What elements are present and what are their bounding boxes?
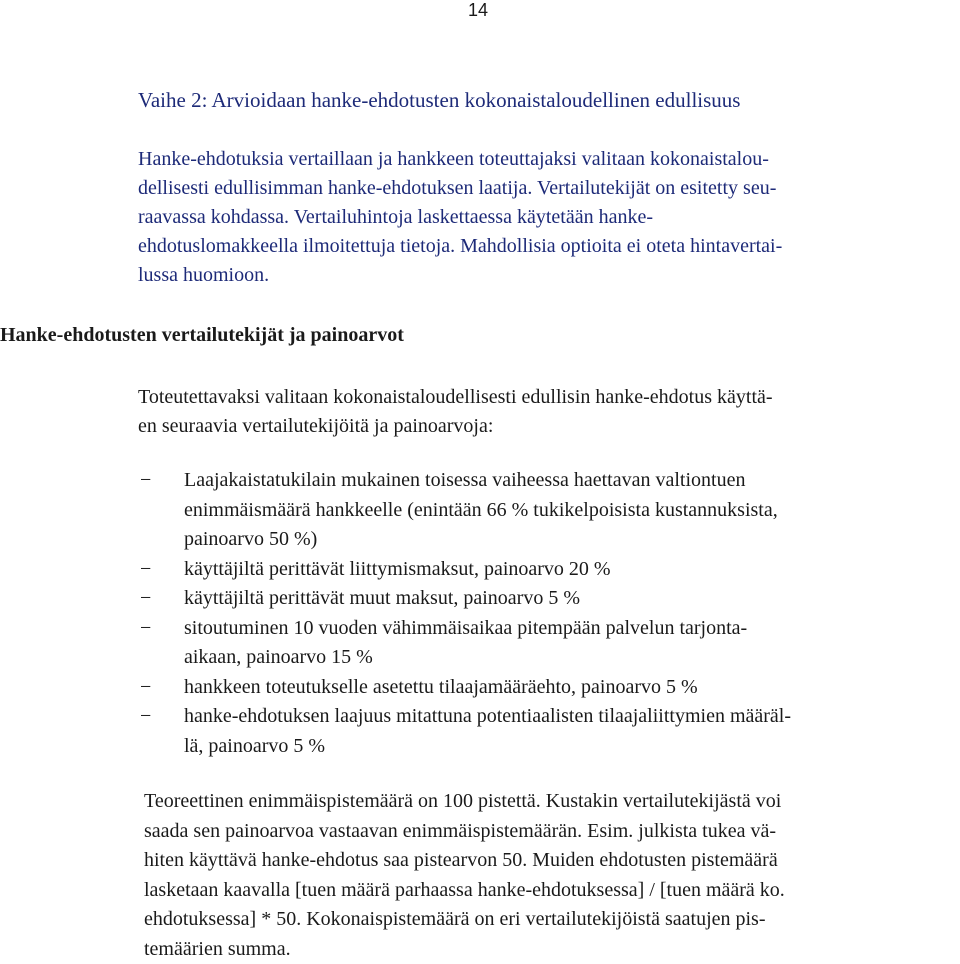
- summary-line: lasketaan kaavalla [tuen määrä parhaassa hanke-ehdotuksessa] / [tuen määrä ko.: [144, 876, 785, 906]
- criteria-item: [140, 702, 791, 761]
- dash-bullet: −: [140, 466, 158, 496]
- dash-bullet: −: [140, 702, 158, 732]
- intro-line: ehdotuslomakkeella ilmoitettuja tietoja. Mahdollisia optioita ei oteta hintavertai-: [138, 232, 782, 261]
- criteria-list: [140, 466, 791, 761]
- summary-paragraph: [144, 787, 785, 964]
- summary-line: ehdotuksessa] * 50. Kokonaispistemäärä on eri vertailutekijöistä saatujen pis-: [144, 905, 785, 935]
- criteria-line: hanke-ehdotuksen laajuus mitattuna potentiaalisten tilaajaliittymien määräl-: [184, 702, 791, 732]
- dash-bullet: −: [140, 584, 158, 614]
- phase-heading: Vaihe 2: Arvioidaan hanke-ehdotusten kokonaistaloudellinen edullisuus: [138, 88, 740, 113]
- criteria-line: painoarvo 50 %): [184, 525, 791, 555]
- summary-line: hiten käyttävä hanke-ehdotus saa pistearvon 50. Muiden ehdotusten pistemäärä: [144, 846, 785, 876]
- criteria-line: käyttäjiltä perittävät muut maksut, painoarvo 5 %: [184, 584, 791, 614]
- page-number: 14: [468, 0, 488, 21]
- section-heading: Hanke-ehdotusten vertailutekijät ja painoarvot: [0, 324, 404, 347]
- intro-paragraph: [138, 145, 782, 290]
- summary-line: saada sen painoarvoa vastaavan enimmäispistemäärän. Esim. julkista tukea vä-: [144, 817, 785, 847]
- intro-line: lussa huomioon.: [138, 261, 782, 290]
- criteria-item: [140, 466, 791, 555]
- intro-line: Hanke-ehdotuksia vertaillaan ja hankkeen toteuttajaksi valitaan kokonaistalou-: [138, 145, 782, 174]
- criteria-line: käyttäjiltä perittävät liittymismaksut, painoarvo 20 %: [184, 555, 791, 585]
- criteria-item: [140, 555, 791, 585]
- criteria-line: aikaan, painoarvo 15 %: [184, 643, 791, 673]
- criteria-line: Laajakaistatukilain mukainen toisessa vaiheessa haettavan valtiontuen: [184, 466, 791, 496]
- intro-line: dellisesti edullisimman hanke-ehdotuksen laatija. Vertailutekijät on esitetty seu-: [138, 174, 782, 203]
- dash-bullet: −: [140, 555, 158, 585]
- intro-line: raavassa kohdassa. Vertailuhintoja laskettaessa käytetään hanke-: [138, 203, 782, 232]
- summary-line: Teoreettinen enimmäispistemäärä on 100 pistettä. Kustakin vertailutekijästä voi: [144, 787, 785, 817]
- lead-paragraph: [138, 383, 773, 441]
- criteria-line: hankkeen toteutukselle asetettu tilaajamääräehto, painoarvo 5 %: [184, 673, 791, 703]
- criteria-line: sitoutuminen 10 vuoden vähimmäisaikaa pitempään palvelun tarjonta-: [184, 614, 791, 644]
- dash-bullet: −: [140, 673, 158, 703]
- lead-line: en seuraavia vertailutekijöitä ja painoarvoja:: [138, 412, 773, 441]
- criteria-item: [140, 614, 791, 673]
- summary-line: temäärien summa.: [144, 935, 785, 964]
- criteria-line: lä, painoarvo 5 %: [184, 732, 791, 762]
- criteria-item: [140, 673, 791, 703]
- criteria-line: enimmäismäärä hankkeelle (enintään 66 % tukikelpoisista kustannuksista,: [184, 496, 791, 526]
- criteria-item: [140, 584, 791, 614]
- lead-line: Toteutettavaksi valitaan kokonaistaloudellisesti edullisin hanke-ehdotus käyttä-: [138, 383, 773, 412]
- dash-bullet: −: [140, 614, 158, 644]
